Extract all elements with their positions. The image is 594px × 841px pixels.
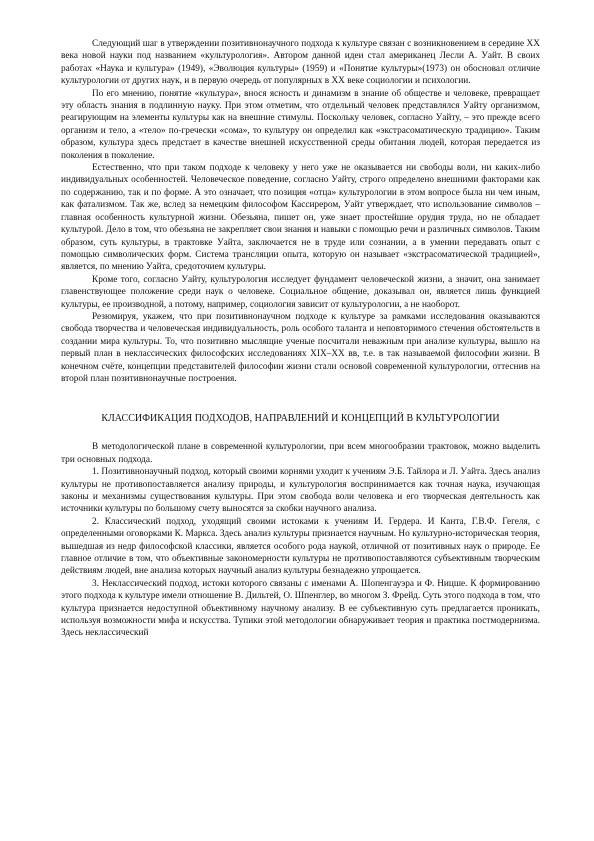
- paragraph-intro-approaches: В методологической плане в современной культурологии, при всем многообразии трактовок, можно выделить три основных подхода.: [61, 442, 540, 465]
- paragraph-approach-positivist: 1. Позитивнонаучный подход, который своими корнями уходит к учениям Э.Б. Тайлора и Л. Уайта. Здесь анализ культуры не противопоставляется анализу природы, и культурология воспринимается как точная наука, изучающая законы и механизмы существования культуры. При этом свобода воли человека и его творческая деятельность как источники культуры по большому счету выносятся за скобки научного анализа.: [61, 467, 540, 515]
- paragraph-culture-concept: По его мнению, понятие «культура», внося ясность и динамизм в знание об обществе и человеке, превращает эту область знания в подлинную науку. При этом отметим, что отдельный человек представлялся Уайту организмом, реагирующим на элементы культуры как на внешние стимулы. Поскольку человек, согласно Уайту, – это прежде всего организм и тело, а «тело» по-гречески «сома», то культуру он определил как «экстрасоматическую традицию». Таким образом, культура здесь предстает в качестве внешней искусственной среды обитания людей, которая передается из поколения в поколение.: [61, 88, 540, 161]
- document-page: [61, 38, 540, 640]
- paragraph-summary: Резюмируя, укажем, что при позитивнонаучном подходе к культуре за рамками исследования оказываются свобода творчества и человеческая индивидуальность, роль особого таланта и неповторимого стечения обстоятельств в создании мира культуры. То, что позитивно мыслящие ученые посчитали неважным при анализе культуры, вышло на первый план в неклассических философских исследованиях XIX–XX вв, т.е. в так называемой философии жизни. В конечном счёте, концепции представителей философии жизни стали основой современной культурологии, оттеснив на второй план позитивнонаучные построения.: [61, 311, 540, 384]
- paragraph-approach-nonclassical: 3. Неклассический подход, истоки которого связаны с именами А. Шопенгауэра и Ф. Ницше. К формированию этого подхода к культуре имели отношение В. Дильтей, О. Шпенглер, во многом З. Фрейд. Суть этого подхода в том, что культура признается недоступной объективному научному анализу. В ее субъективную суть предлагается проникать, используя возможности мифа и искусства. Тупики этой методологии обнаруживает теория и практика постмодернизма. Здесь неклассический: [61, 578, 540, 639]
- paragraph-white-culturology: Следующий шаг в утверждении позитивнонаучного подхода к культуре связан с возникновением в середине XX века новой науки под названием «культурология». Автором данной идеи стал американец Лесли А. Уайт. В своих работах «Наука и культура» (1949), «Эволюция культуры» (1959) и «Понятие культуры»(1973) он обосновал отличие культурологии от других наук, и в первую очередь от популярных в XX веке социологии и психологии.: [61, 39, 540, 87]
- section-heading: КЛАССИФИКАЦИЯ ПОДХОДОВ, НАПРАВЛЕНИЙ И КОНЦЕПЦИЙ В КУЛЬТУРОЛОГИИ: [101, 413, 500, 425]
- paragraph-approach-classical: 2. Классический подход, уходящий своими истоками к учениям И. Гердера. И Канта, Г.В.Ф. Гегеля, с определенными оговорками К. Маркса. Здесь анализ культуры признается научным. Но культурно-историческая теория, вышедшая из недр философской классики, является особого рода наукой, отличной от позитивных наук о природе. Ее главное отличие в том, что объективные закономерности культуры не противопоставляются субъективным творческим действиям людей, вне анализа которых научный анализ культуры безнадежно упрощается.: [61, 516, 540, 577]
- paragraph-fatalism-symbols: Естественно, что при таком подходе к человеку у него уже не оказывается ни свободы воли, ни каких-либо индивидуальных особенностей. Человеческое поведение, согласно Уайту, строго определено внешними факторами как по содержанию, так и по форме. А это означает, что позиция «отца» культурологии в этом вопросе была ни чем иным, как фатализмом. Так же, вслед за немецким философом Кассирером, Уайт утверждает, что использование символов – главная особенность культурной жизни. Обезьяна, пишет он, уже знает простейшие орудия труда, но не обладает культурой. Дело в том, что обезьяна не закрепляет свои знания и навыки с помощью речи и различных символов. Таким образом, суть культуры, в трактовке Уайта, заключается не в труде или сознании, а в умении передавать опыт с помощью символических форм. Система трансляции опыта, которую он называет «экстрасоматической традицией», является, по мнению Уайта, средоточием культуры.: [61, 163, 540, 273]
- paragraph-culturology-foundation: Кроме того, согласно Уайту, культурология исследует фундамент человеческой жизни, а значит, она занимает главенствующее положение среди наук о человеке. Социальное общение, доказывал он, является лишь функцией культуры, ее производной, а потому, например, социология зависит от культурологии, а не наоборот.: [61, 274, 540, 310]
